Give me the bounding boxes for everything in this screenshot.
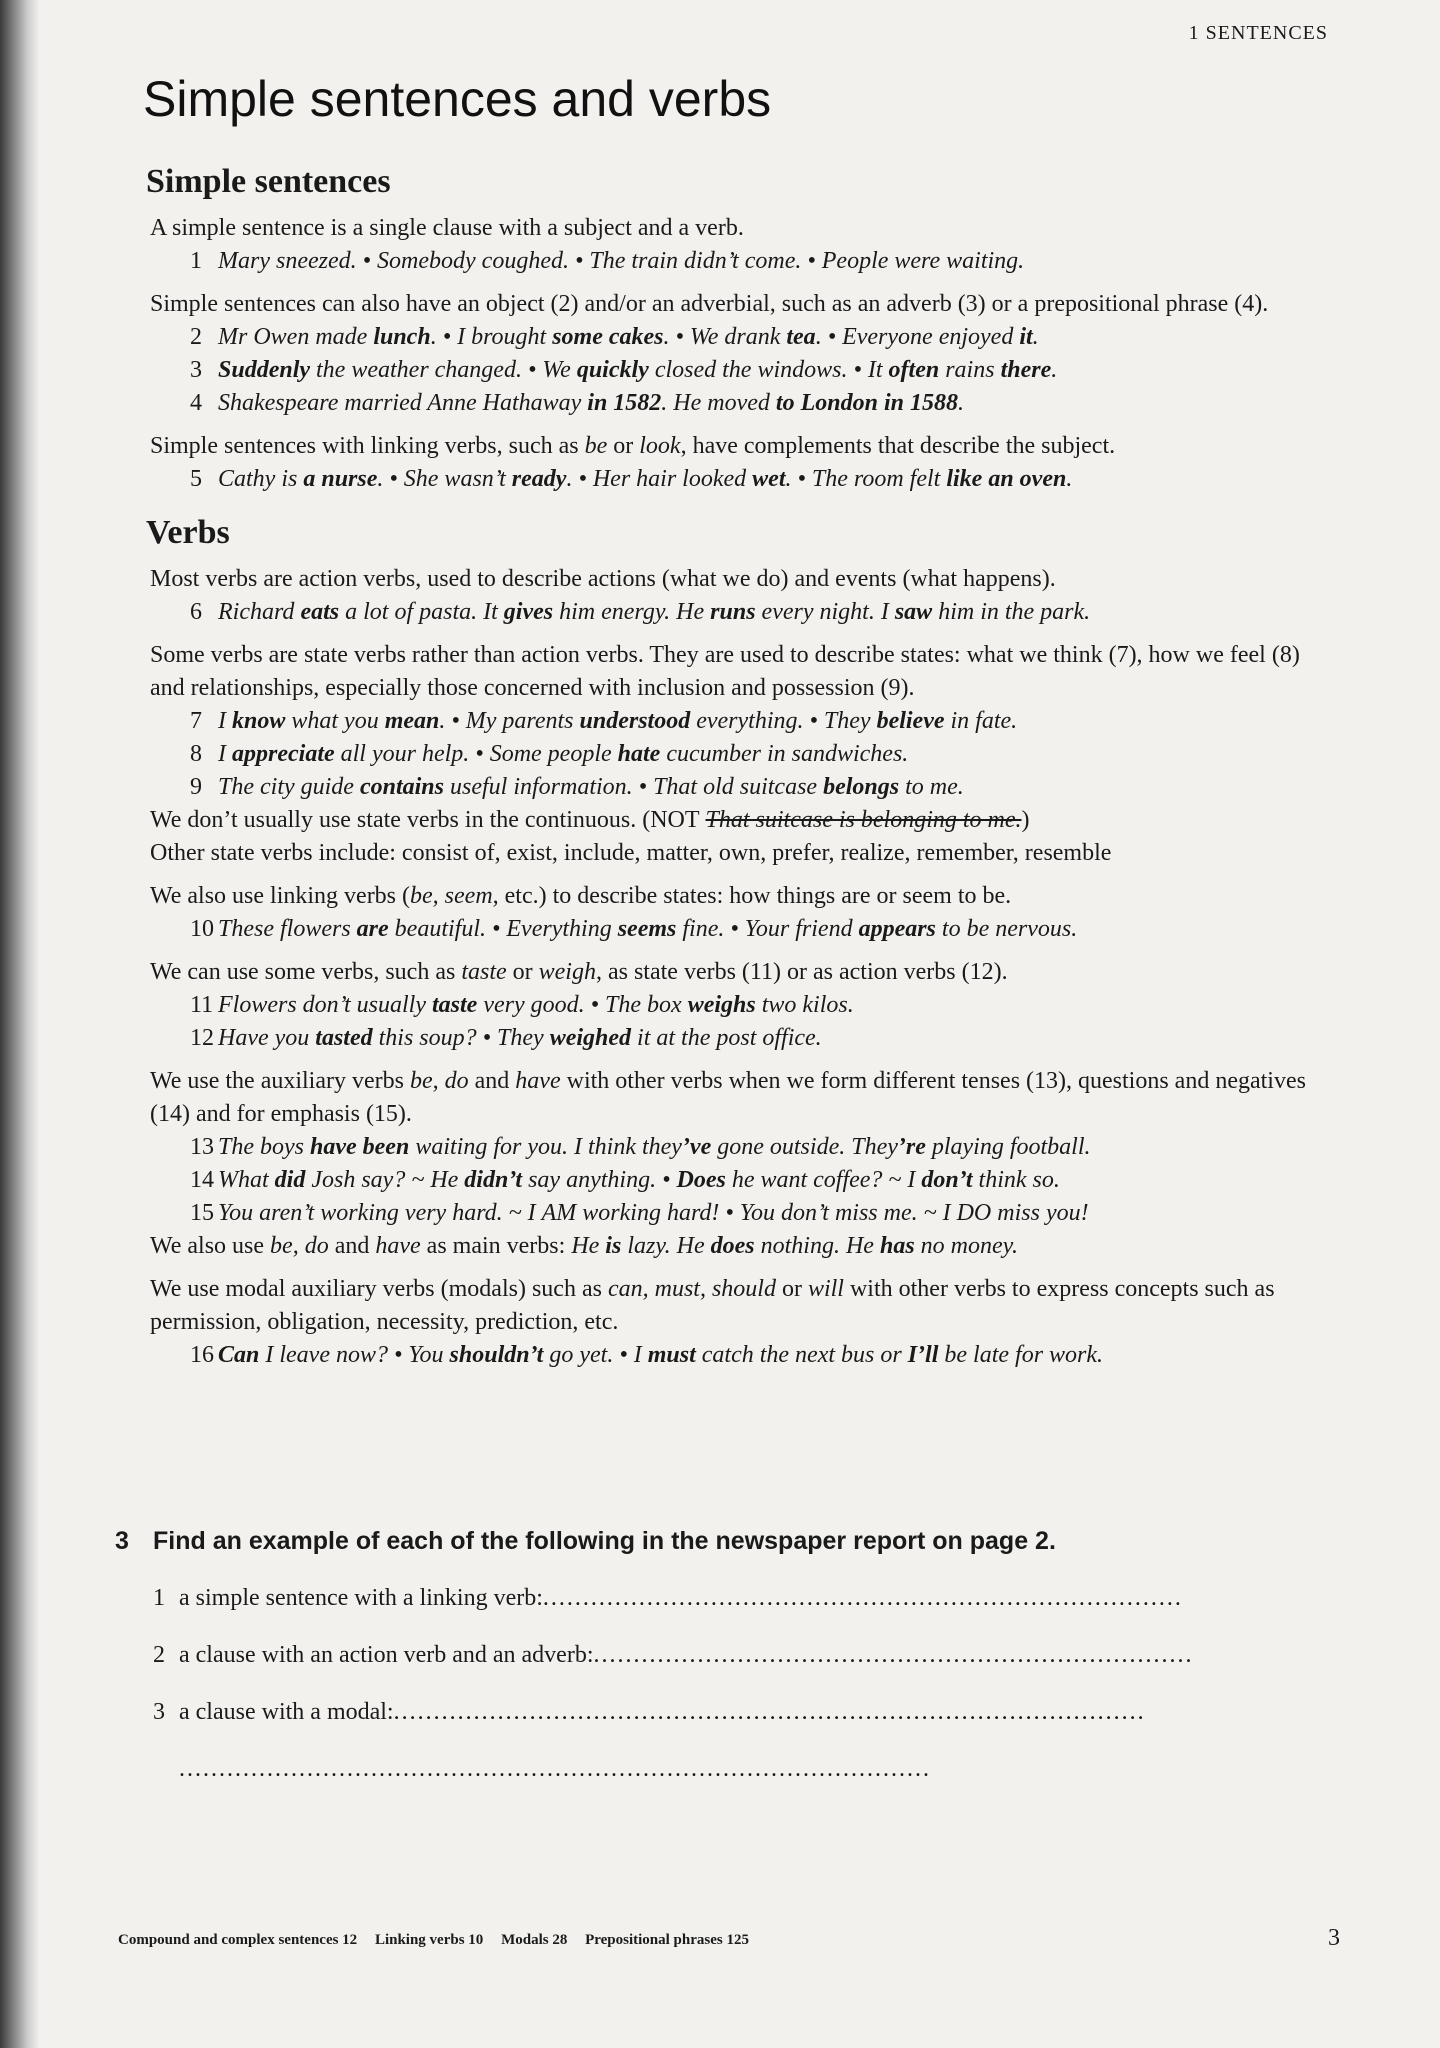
struck-example: That suitcase is belonging to me. — [705, 807, 1022, 833]
example-number: 6 — [190, 599, 202, 625]
example-number: 5 — [190, 466, 202, 492]
paragraph: Simple sentences with linking verbs, such as be or look, have complements that describe the subject. — [150, 433, 1116, 459]
example-2: 2 Mr Owen made lunch. • I brought some cakes. • We drank tea. • Everyone enjoyed it. — [150, 321, 1330, 354]
paragraph: We also use linking verbs (be, seem, etc.) to describe states: how things are or seem to be. — [150, 883, 1012, 909]
section-heading-verbs: Verbs — [146, 514, 230, 551]
paragraph: Other state verbs include: consist of, exist, include, matter, own, prefer, realize, remember, resemble — [150, 840, 1112, 866]
page-number: 3 — [1328, 1925, 1340, 1951]
example-15: 15 You aren’t working very hard. ~ I AM working hard! • You don’t miss me. ~ I DO miss you! — [150, 1197, 1330, 1230]
answer-blank[interactable]: .............................................................................................. — [393, 1699, 1146, 1725]
example-number: 2 — [190, 324, 202, 350]
main-content — [146, 163, 1330, 1372]
example-4: 4 Shakespeare married Anne Hathaway in 1582. He moved to London in 1588. — [150, 387, 1330, 420]
exercise-heading — [115, 1525, 1345, 1558]
example-13: 13 The boys have been waiting for you. I think they’ve gone outside. They’re playing football. — [150, 1131, 1330, 1164]
paragraph: We don’t usually use state verbs in the continuous. (NOT That suitcase is belonging to me.) — [150, 807, 1030, 833]
paragraph: We also use be, do and have as main verbs: He is lazy. He does nothing. He has no money. — [150, 1233, 1018, 1259]
example-number: 12 — [190, 1025, 214, 1051]
paragraph: We can use some verbs, such as taste or weigh, as state verbs (11) or as action verbs (12). — [150, 959, 1008, 985]
example-number: 15 — [190, 1200, 214, 1226]
example-10: 10 These flowers are beautiful. • Everything seems fine. • Your friend appears to be nervous. — [150, 913, 1330, 946]
exercise-instruction: Find an example of each of the following in the newspaper report on page 2. — [153, 1527, 1056, 1555]
answer-blank[interactable]: ........................................................................... — [593, 1642, 1194, 1668]
example-number: 7 — [190, 708, 202, 734]
example-number: 13 — [190, 1134, 214, 1160]
paragraph: Simple sentences can also have an object (2) and/or an adverbial, such as an adverb (3) or a prepositional phrase (4). — [150, 291, 1269, 317]
paragraph: We use modal auxiliary verbs (modals) such as can, must, should or will with other verbs to express concepts such as permission, obligation, necessity, prediction, etc. — [150, 1276, 1275, 1335]
example-number: 8 — [190, 741, 202, 767]
example-6: 6 Richard eats a lot of pasta. It gives him energy. He runs every night. I saw him in the park. — [150, 596, 1330, 629]
example-number: 16 — [190, 1342, 214, 1368]
answer-blank[interactable]: .............................................................................................. — [179, 1756, 931, 1782]
exercise-number: 3 — [115, 1527, 129, 1555]
exercise-block — [115, 1525, 1345, 1810]
example-number: 11 — [190, 992, 214, 1018]
example-8: 8 I appreciate all your help. • Some people hate cucumber in sandwiches. — [150, 738, 1330, 771]
example-1: 1 Mary sneezed. • Somebody coughed. • The train didn’t come. • People were waiting. — [150, 245, 1330, 278]
example-3: 3 Suddenly the weather changed. • We quickly closed the windows. • It often rains there. — [150, 354, 1330, 387]
example-7: 7 I know what you mean. • My parents understood everything. • They believe in fate. — [150, 705, 1330, 738]
paragraph: A simple sentence is a single clause with a subject and a verb. — [150, 215, 744, 241]
paragraph: We use the auxiliary verbs be, do and have with other verbs when we form different tenses (13), questions and negatives (14) and for emphasis (15). — [150, 1068, 1306, 1127]
example-12: 12 Have you tasted this soup? • They weighed it at the post office. — [150, 1022, 1330, 1055]
page-title: Simple sentences and verbs — [143, 71, 772, 127]
paragraph: Most verbs are action verbs, used to describe actions (what we do) and events (what happens). — [150, 566, 1056, 592]
cross-reference: Compound and complex sentences 12 — [118, 1932, 358, 1948]
example-16: 16 Can I leave now? • You shouldn’t go yet. • I must catch the next bus or I’ll be late for work. — [150, 1339, 1330, 1372]
example-number: 14 — [190, 1167, 214, 1193]
exercise-item-2: 2 a clause with an action verb and an adverb:........................................................................... — [153, 1642, 1194, 1668]
running-head: 1 SENTENCES — [1188, 22, 1328, 44]
example-14: 14 What did Josh say? ~ He didn’t say anything. • Does he want coffee? ~ I don’t think so. — [150, 1164, 1330, 1197]
example-9: 9 The city guide contains useful information. • That old suitcase belongs to me. — [150, 771, 1330, 804]
example-11: 11 Flowers don’t usually taste very good. • The box weighs two kilos. — [150, 989, 1330, 1022]
example-number: 9 — [190, 774, 202, 800]
cross-reference: Modals 28 — [501, 1932, 568, 1948]
example-number: 4 — [190, 390, 202, 416]
section-heading-simple-sentences: Simple sentences — [146, 163, 391, 200]
exercise-item-3: 3 a clause with a modal:.............................................................................................. — [153, 1699, 1146, 1725]
cross-reference: Prepositional phrases 125 — [585, 1932, 749, 1948]
exercise-item-1: 1 a simple sentence with a linking verb:................................................................................ — [153, 1585, 1183, 1611]
exercise-continuation-line — [115, 1753, 1345, 1786]
example-number: 3 — [190, 357, 202, 383]
cross-reference: Linking verbs 10 — [374, 1932, 484, 1948]
example-5: 5 Cathy is a nurse. • She wasn’t ready. • Her hair looked wet. • The room felt like an oven. — [150, 463, 1330, 496]
example-number: 1 — [190, 248, 202, 274]
paragraph: Some verbs are state verbs rather than action verbs. They are used to describe states: what we think (7), how we feel (8) and relationships, especially those concerned with inclusion and possession (9). — [150, 642, 1300, 701]
answer-blank[interactable]: ................................................................................ — [542, 1585, 1183, 1611]
example-number: 10 — [190, 916, 214, 942]
cross-references — [118, 1932, 763, 1949]
